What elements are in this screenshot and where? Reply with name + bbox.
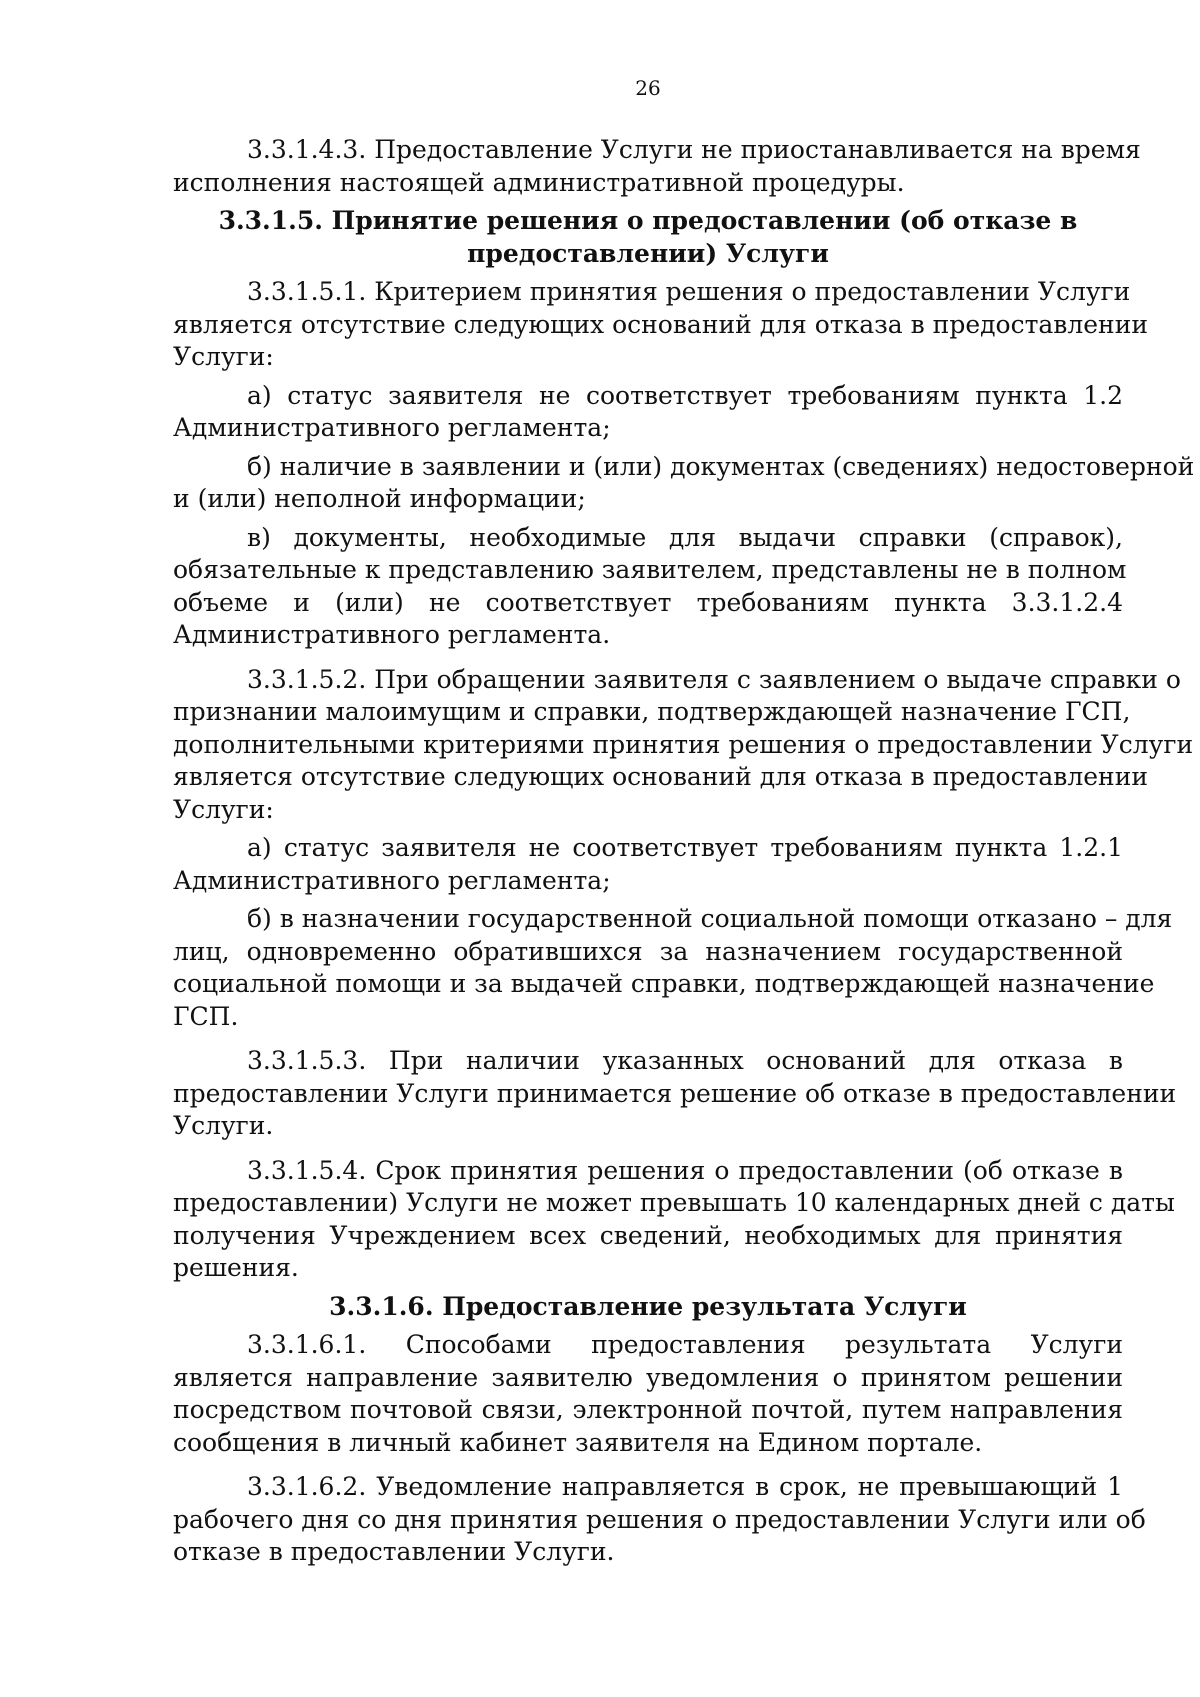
paragraph xyxy=(173,380,1123,445)
text-line: лиц, одновременно обратившихся за назначением государственной xyxy=(173,936,1123,966)
paragraph xyxy=(173,522,1127,652)
text-line: 3.3.1.4.3. Предоставление Услуги не приостанавливается на время xyxy=(247,135,1141,164)
text-line: социальной помощи и за выдачей справки, подтверждающей назначение xyxy=(173,969,1155,998)
heading-line: 3.3.1.5. Принятие решения о предоставлении (об отказе в xyxy=(218,206,1078,235)
text-line: отказе в предоставлении Услуги. xyxy=(173,1537,615,1566)
text-line: 3.3.1.6.1. Способами предоставления результата Услуги xyxy=(247,1330,1123,1359)
document-body xyxy=(173,134,1195,1569)
paragraph xyxy=(173,134,1141,199)
text-line: ГСП. xyxy=(173,1001,239,1031)
heading-line: 3.3.1.6. Предоставление результата Услуги xyxy=(329,1291,967,1321)
text-line: в) документы, необходимые для выдачи справки (справок), xyxy=(247,522,1123,552)
text-line: Административного регламента; xyxy=(173,413,611,442)
section-heading xyxy=(173,1291,1123,1324)
text-line: б) наличие в заявлении и (или) документах (сведениях) недостоверной xyxy=(247,451,1195,481)
text-line: 3.3.1.5.1. Критерием принятия решения о предоставлении Услуги xyxy=(247,277,1131,306)
text-line: является отсутствие следующих оснований для отказа в предоставлении xyxy=(173,762,1149,791)
paragraph xyxy=(173,451,1195,516)
text-line: является направление заявителю уведомления о принятом решении xyxy=(173,1362,1123,1392)
page-number: 26 xyxy=(635,76,661,100)
text-line: сообщения в личный кабинет заявителя на Едином портале. xyxy=(173,1427,983,1457)
text-line: 3.3.1.6.2. Уведомление направляется в срок, не превышающий 1 xyxy=(247,1472,1123,1501)
document-page xyxy=(173,0,1195,1697)
text-line: решения. xyxy=(173,1253,299,1282)
paragraph xyxy=(173,276,1149,374)
paragraph xyxy=(173,1045,1177,1143)
text-line: Услуги. xyxy=(173,1111,274,1140)
text-line: получения Учреждением всех сведений, необходимых для принятия xyxy=(173,1220,1123,1250)
heading-line: предоставлении) Услуги xyxy=(467,238,829,268)
text-line: Услуги: xyxy=(173,342,274,371)
paragraph xyxy=(173,1155,1175,1285)
text-line: б) в назначении государственной социальной помощи отказано – для xyxy=(247,904,1173,933)
text-line: Услуги: xyxy=(173,794,274,824)
text-line: 3.3.1.5.4. Срок принятия решения о предоставлении (об отказе в xyxy=(247,1155,1123,1185)
paragraph xyxy=(173,1329,1123,1459)
paragraph xyxy=(173,1471,1146,1569)
text-line: Административного регламента; xyxy=(173,865,611,895)
text-line: исполнения настоящей административной процедуры. xyxy=(173,167,905,197)
text-line: а) статус заявителя не соответствует требованиям пункта 1.2 xyxy=(247,380,1123,410)
paragraph xyxy=(173,832,1123,897)
text-line: посредством почтовой связи, электронной почтой, путем направления xyxy=(173,1395,1123,1424)
section-heading xyxy=(173,205,1123,270)
paragraph xyxy=(173,664,1194,827)
paragraph xyxy=(173,903,1173,1033)
text-line: дополнительными критериями принятия решения о предоставлении Услуги xyxy=(173,729,1194,759)
text-line: и (или) неполной информации; xyxy=(173,484,586,513)
text-line: объеме и (или) не соответствует требованиям пункта 3.3.1.2.4 xyxy=(173,587,1123,617)
text-line: 3.3.1.5.2. При обращении заявителя с заявлением о выдаче справки о xyxy=(247,664,1181,694)
text-line: признании малоимущим и справки, подтверждающей назначение ГСП, xyxy=(173,697,1131,726)
text-line: а) статус заявителя не соответствует требованиям пункта 1.2.1 xyxy=(247,833,1123,862)
text-line: 3.3.1.5.3. При наличии указанных оснований для отказа в xyxy=(247,1046,1123,1075)
text-line: Административного регламента. xyxy=(173,620,611,649)
text-line: предоставлении Услуги принимается решение об отказе в предоставлении xyxy=(173,1078,1177,1108)
text-line: обязательные к представлению заявителем, представлены не в полном xyxy=(173,555,1127,584)
text-line: предоставлении) Услуги не может превышать 10 календарных дней с даты xyxy=(173,1188,1175,1217)
text-line: рабочего дня со дня принятия решения о предоставлении Услуги или об xyxy=(173,1504,1146,1534)
text-line: является отсутствие следующих оснований для отказа в предоставлении xyxy=(173,309,1149,339)
